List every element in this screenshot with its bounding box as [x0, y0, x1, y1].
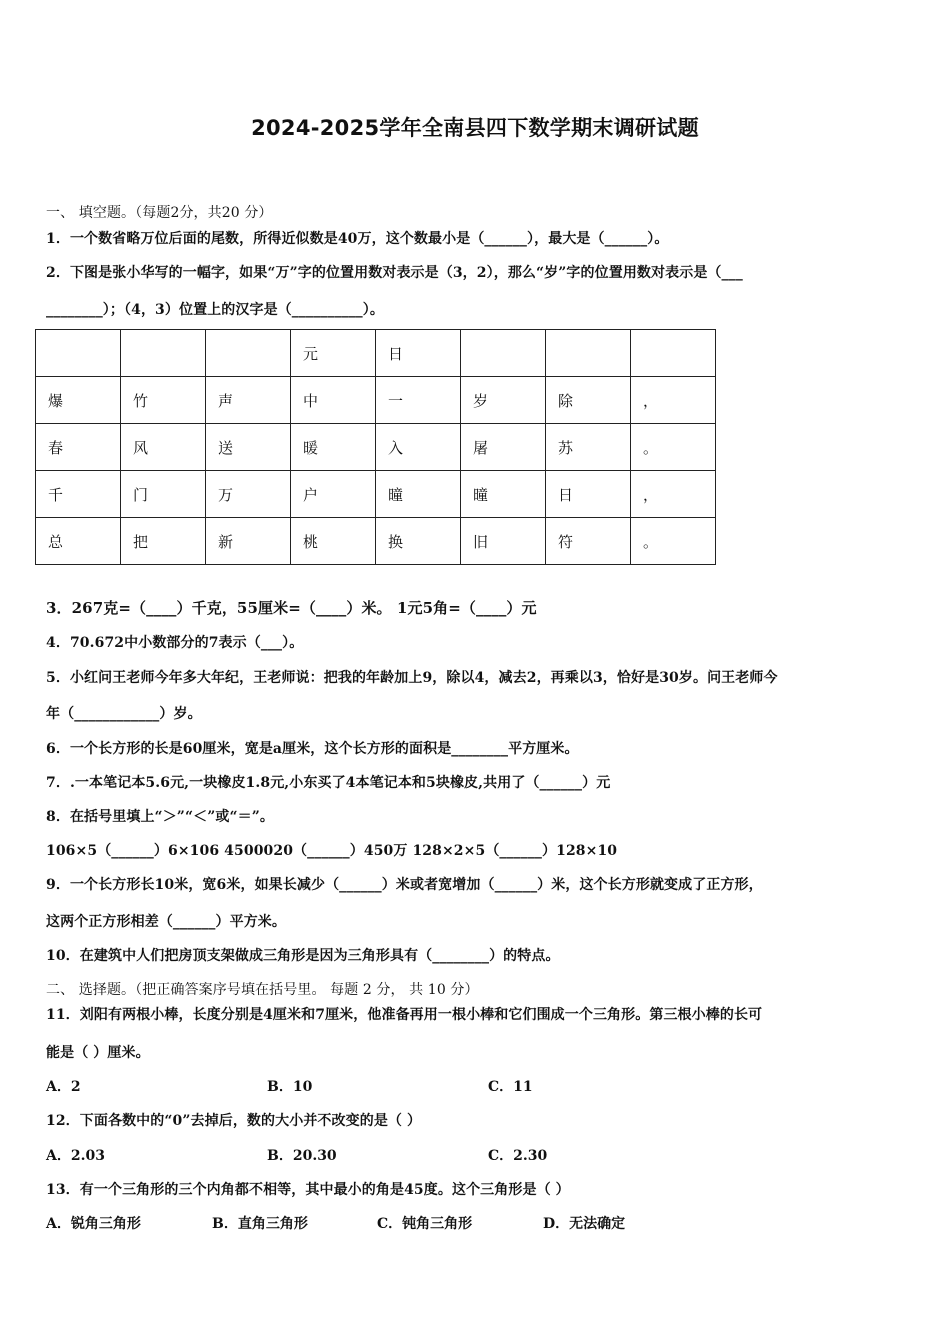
question-6: 6．一个长方形的长是60厘米，宽是a厘米，这个长方形的面积是________平方厘米。: [46, 741, 579, 757]
grid-cell: ，: [631, 377, 716, 424]
grid-cell: 户: [291, 471, 376, 518]
question-4: 4．70.672中小数部分的7表示（___）。: [46, 635, 304, 651]
grid-cell: [121, 330, 206, 377]
question-7: 7．.一本笔记本5.6元,一块橡皮1.8元,小东买了4本笔记本和5块橡皮,共用了（______）元: [46, 775, 611, 791]
question-11-option-b: B．10: [267, 1079, 313, 1095]
grid-cell: 新: [206, 518, 291, 565]
grid-cell: 万: [206, 471, 291, 518]
grid-cell: 送: [206, 424, 291, 471]
grid-cell: 总: [36, 518, 121, 565]
grid-row: [36, 424, 716, 471]
grid-cell: 竹: [121, 377, 206, 424]
grid-cell: 元: [291, 330, 376, 377]
character-grid: [35, 329, 716, 565]
grid-cell: 。: [631, 518, 716, 565]
grid-cell: [36, 330, 121, 377]
grid-cell: 春: [36, 424, 121, 471]
page-title: 2024-2025学年全南县四下数学期末调研试题: [251, 116, 699, 140]
grid-row: [36, 377, 716, 424]
question-13-option-b: B．直角三角形: [212, 1216, 308, 1232]
question-1: 1．一个数省略万位后面的尾数，所得近似数是40万，这个数最小是（______），最大是（______）。: [46, 231, 669, 247]
question-3: 3．267克=（____）千克，55厘米=（____）米。 1元5角=（____）元: [46, 599, 537, 617]
grid-row: [36, 518, 716, 565]
question-13-option-c: C．钝角三角形: [377, 1216, 473, 1232]
question-8-line-2: 106×5（______）6×106 4500020（______）450万 128×2×5（______）128×10: [46, 843, 618, 859]
grid-cell: 符: [546, 518, 631, 565]
question-11-option-c: C．11: [488, 1079, 533, 1095]
grid-cell: 日: [376, 330, 461, 377]
question-12-option-b: B．20.30: [267, 1148, 337, 1164]
grid-cell: 。: [631, 424, 716, 471]
grid-cell: 声: [206, 377, 291, 424]
grid-cell: 一: [376, 377, 461, 424]
question-11-line-1: 11．刘阳有两根小棒，长度分别是4厘米和7厘米，他准备再用一根小棒和它们围成一个三角形。第三根小棒的长可: [46, 1007, 763, 1023]
question-10: 10．在建筑中人们把房顶支架做成三角形是因为三角形具有（________）的特点。: [46, 948, 560, 964]
grid-cell: 入: [376, 424, 461, 471]
grid-cell: [631, 330, 716, 377]
grid-cell: 曈: [376, 471, 461, 518]
grid-cell: [546, 330, 631, 377]
grid-cell: 爆: [36, 377, 121, 424]
question-2-line-1: 2．下图是张小华写的一幅字，如果“万”字的位置用数对表示是（3，2），那么“岁”字的位置用数对表示是（___: [46, 265, 743, 281]
grid-cell: 屠: [461, 424, 546, 471]
grid-cell: 风: [121, 424, 206, 471]
question-2-line-2: ________）；（4，3）位置上的汉字是（__________）。: [46, 302, 384, 318]
grid-cell: 暖: [291, 424, 376, 471]
grid-row: [36, 330, 716, 377]
grid-cell: 除: [546, 377, 631, 424]
grid-cell: [206, 330, 291, 377]
grid-cell: 把: [121, 518, 206, 565]
question-5-line-2: 年（____________）岁。: [46, 706, 202, 722]
grid-cell: 日: [546, 471, 631, 518]
question-8-line-1: 8．在括号里填上“＞”“＜”或“＝”。: [46, 809, 274, 825]
question-13: 13．有一个三角形的三个内角都不相等，其中最小的角是45度。这个三角形是（ ）: [46, 1182, 570, 1198]
question-11-line-2: 能是（ ）厘米。: [46, 1045, 150, 1061]
question-9-line-1: 9．一个长方形长10米，宽6米，如果长减少（______）米或者宽增加（______）米，这个长方形就变成了正方形，: [46, 877, 763, 893]
grid-cell: 中: [291, 377, 376, 424]
grid-cell: 千: [36, 471, 121, 518]
grid-cell: 岁: [461, 377, 546, 424]
section-2-heading: 二、 选择题。（把正确答案序号填在括号里。 每题 2 分， 共 10 分）: [46, 982, 479, 998]
question-12-option-a: A．2.03: [46, 1148, 105, 1164]
question-12-option-c: C．2.30: [488, 1148, 548, 1164]
grid-cell: ，: [631, 471, 716, 518]
question-13-option-d: D．无法确定: [543, 1216, 626, 1232]
question-12: 12．下面各数中的“0”去掉后，数的大小并不改变的是（ ）: [46, 1113, 422, 1129]
grid-cell: 桃: [291, 518, 376, 565]
section-1-heading: 一、 填空题。（每题2分，共20 分）: [46, 205, 273, 221]
question-5-line-1: 5．小红问王老师今年多大年纪，王老师说：把我的年龄加上9，除以4，减去2，再乘以3，恰好是30岁。问王老师今: [46, 670, 778, 686]
grid-cell: 换: [376, 518, 461, 565]
grid-cell: 苏: [546, 424, 631, 471]
grid-cell: 旧: [461, 518, 546, 565]
grid-row: [36, 471, 716, 518]
grid-cell: 门: [121, 471, 206, 518]
grid-cell: [461, 330, 546, 377]
question-9-line-2: 这两个正方形相差（______）平方米。: [46, 914, 286, 930]
question-11-option-a: A．2: [46, 1079, 81, 1095]
question-13-option-a: A．锐角三角形: [46, 1216, 141, 1232]
grid-cell: 曈: [461, 471, 546, 518]
